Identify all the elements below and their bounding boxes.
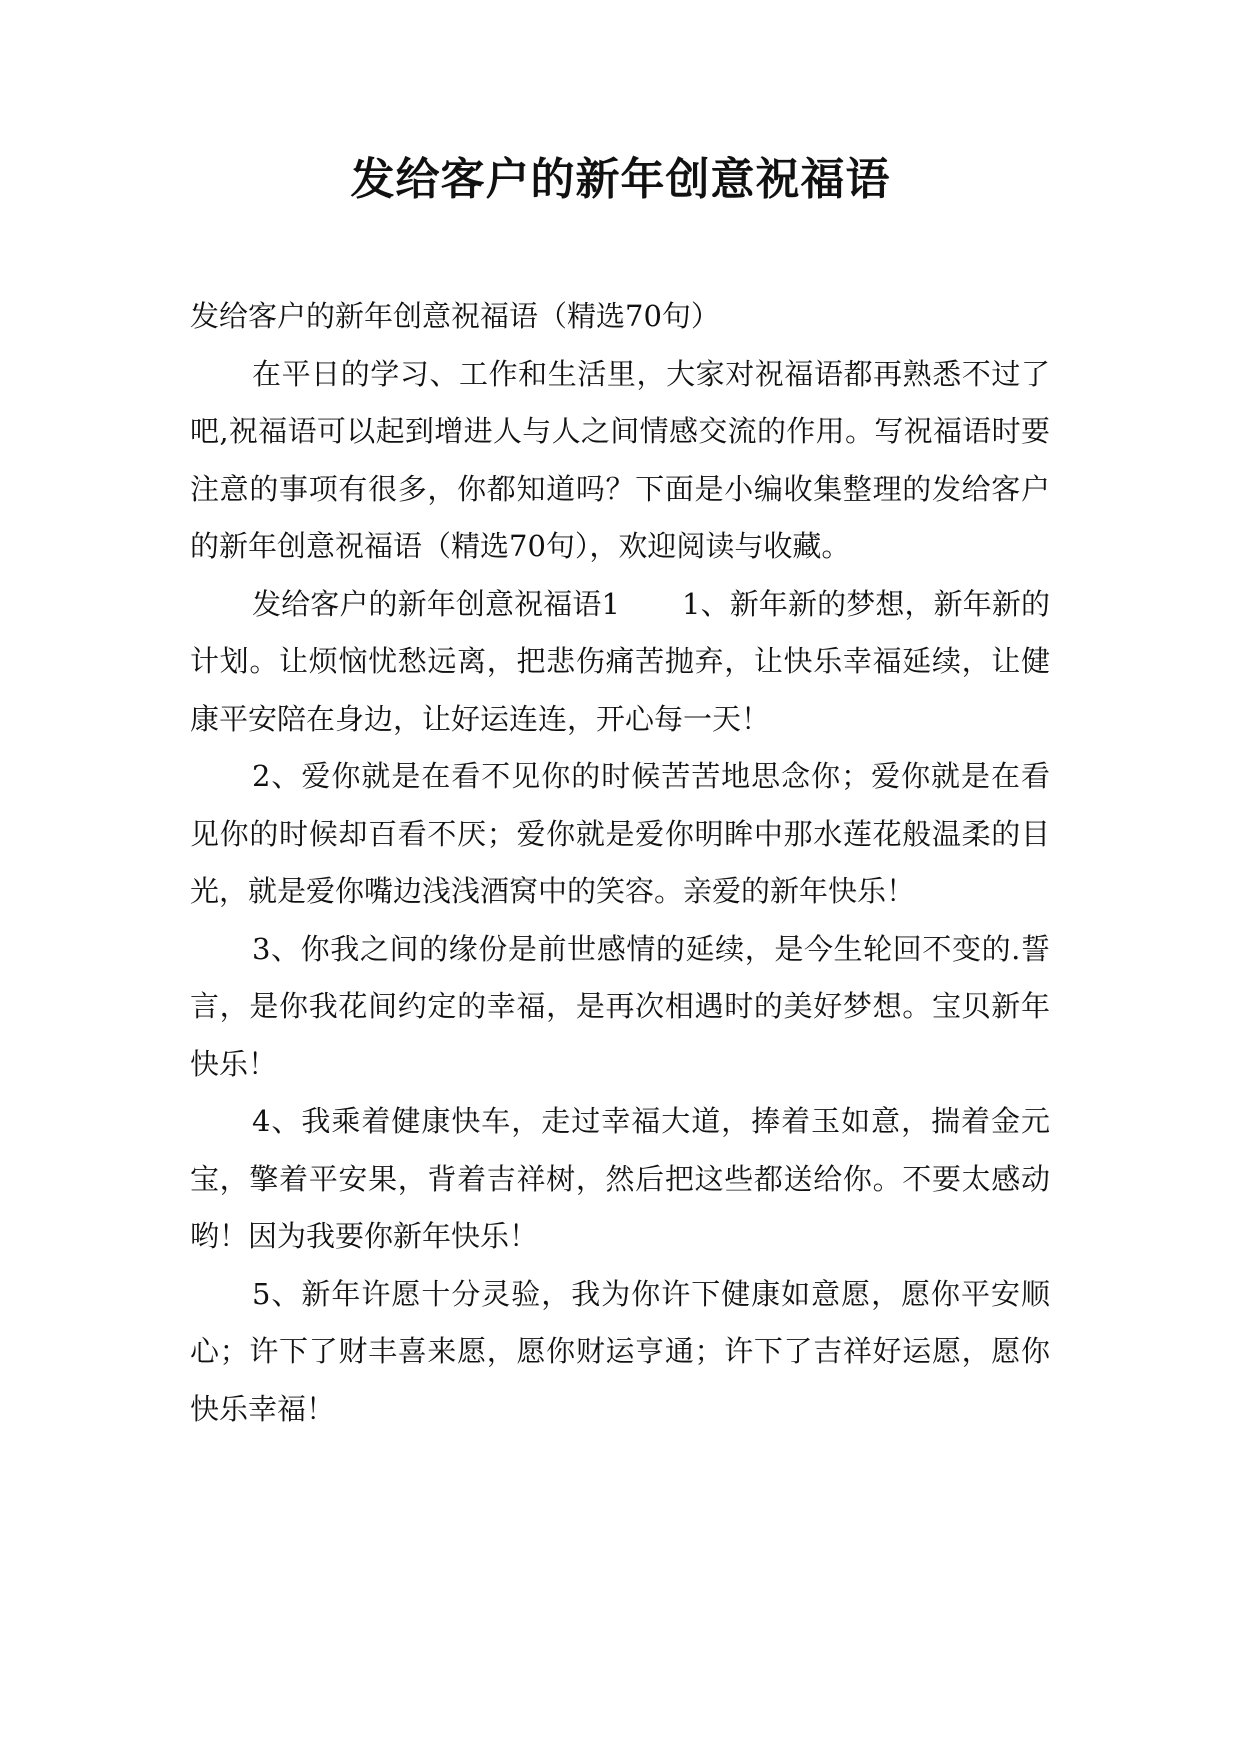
blessing-paragraph-1 — [190, 576, 1050, 749]
blessing-1: 1、新年新的梦想，新年新的计划。让烦恼忧愁远离，把悲伤痛苦抛弃，让快乐幸福延续，让健康平安陪在身边，让好运连连，开心每一天！ — [190, 586, 1050, 736]
blessing-paragraph-4: 4、我乘着健康快车，走过幸福大道，捧着玉如意，揣着金元宝，擎着平安果，背着吉祥树，然后把这些都送给你。不要太感动哟！因为我要你新年快乐！ — [190, 1104, 1050, 1253]
intro-paragraph: 在平日的学习、工作和生活里，大家对祝福语都再熟悉不过了吧,祝福语可以起到增进人与人之间情感交流的作用。写祝福语时要注意的事项有很多，你都知道吗？下面是小编收集整理的发给客户的新年创意祝福语（精选70句），欢迎阅读与收藏。 — [190, 356, 1050, 563]
blessing-paragraph-5: 5、新年许愿十分灵验，我为你许下健康如意愿，愿你平安顺心；许下了财丰喜来愿，愿你财运亨通；许下了吉祥好运愿，愿你快乐幸福！ — [190, 1276, 1050, 1426]
section-heading: 发给客户的新年创意祝福语1 — [252, 586, 620, 621]
document-body — [190, 288, 1050, 1438]
blessing-paragraph-2: 2、爱你就是在看不见你的时候苦苦地思念你；爱你就是在看见你的时候却百看不厌；爱你就是爱你明眸中那水莲花般温柔的目光，就是爱你嘴边浅浅酒窝中的笑容。亲爱的新年快乐！ — [190, 759, 1050, 908]
blessing-paragraph-3: 3、你我之间的缘份是前世感情的延续，是今生轮回不变的.誓言，是你我花间约定的幸福，是再次相遇时的美好梦想。宝贝新年快乐！ — [190, 931, 1050, 1081]
document-subtitle: 发给客户的新年创意祝福语（精选70句） — [190, 299, 720, 333]
document-title: 发给客户的新年创意祝福语 — [350, 154, 891, 205]
